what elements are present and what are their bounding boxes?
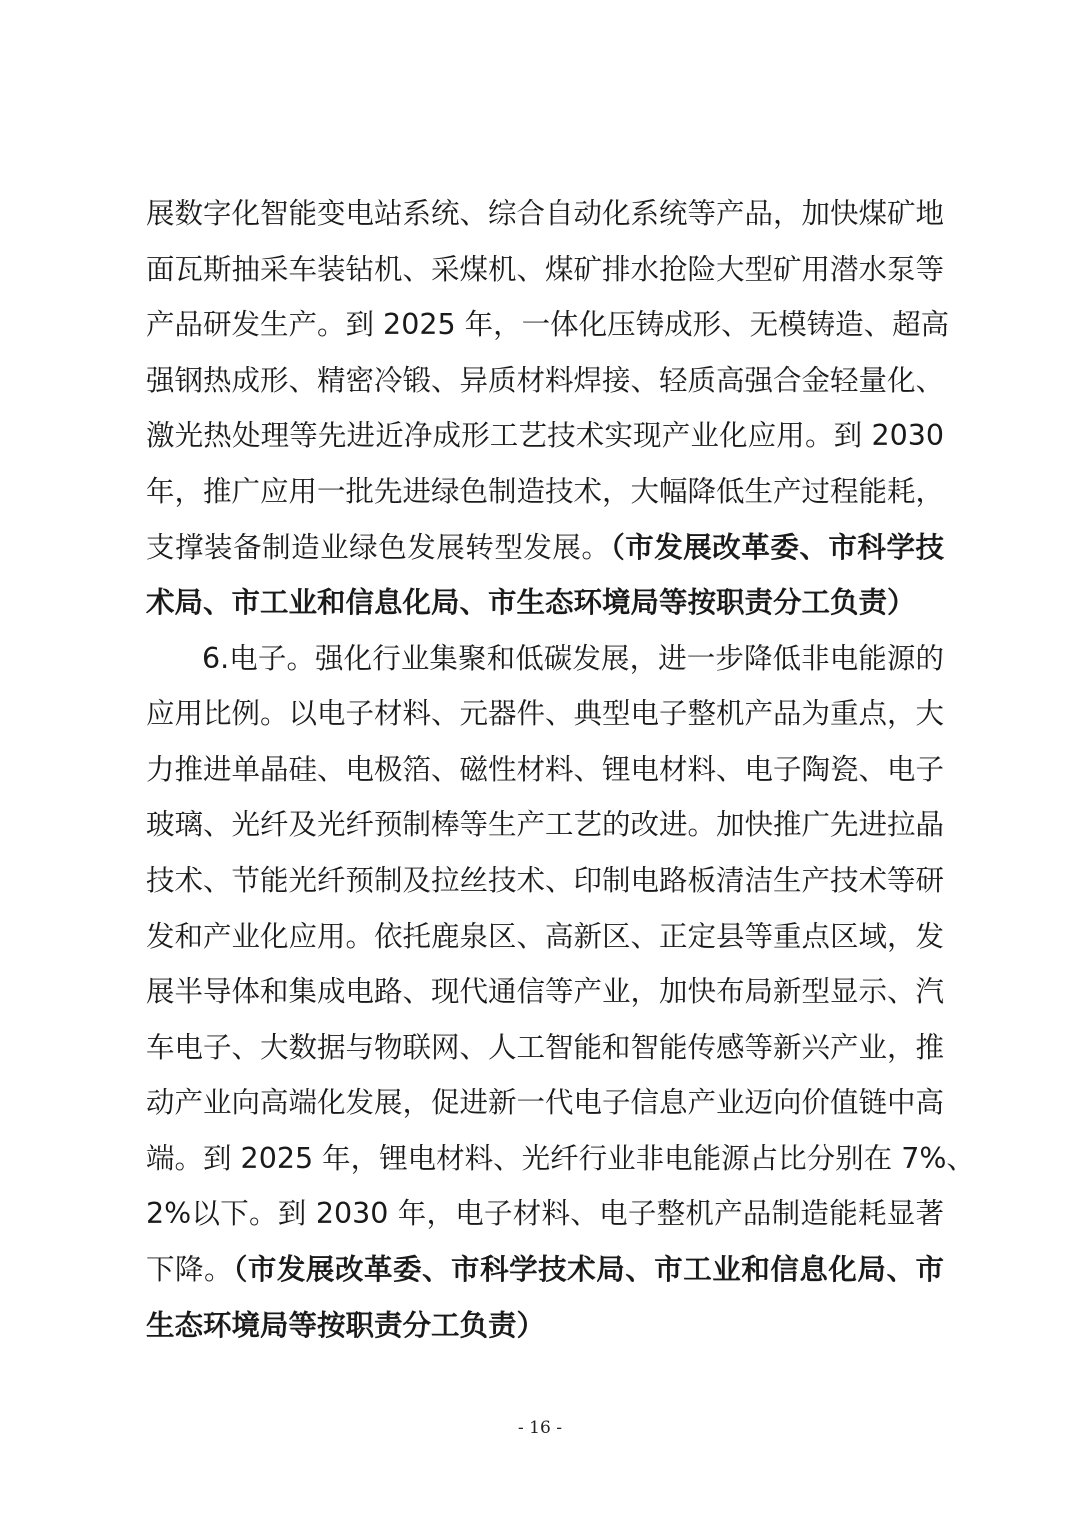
- body-line-1: 展数字化智能变电站系统、综合自动化系统等产品，加快煤矿地: [146, 197, 945, 230]
- body-line-14: 发和产业化应用。依托鹿泉区、高新区、正定县等重点区域，发: [146, 920, 945, 953]
- body-line-7: [146, 526, 944, 570]
- body-line-19: 2%以下。到 2030 年，电子材料、电子整机产品制造能耗显著: [146, 1197, 944, 1230]
- responsibility-note-2-end: 生态环境局等按职责分工负责）: [146, 1309, 546, 1342]
- body-line-3: 产品研发生产。到 2025 年，一体化压铸成形、无模铸造、超高: [146, 308, 950, 341]
- responsibility-note-1-end: 术局、市工业和信息化局、市生态环境局等按职责分工负责）: [146, 586, 916, 619]
- body-line-5: 激光热处理等先进近净成形工艺技术实现产业化应用。到 2030: [146, 419, 944, 452]
- section-6-heading-line: 6.电子。强化行业集聚和低碳发展，进一步降低非电能源的: [202, 642, 944, 675]
- body-line-17: 动产业向高端化发展，促进新一代电子信息产业迈向价值链中高: [146, 1086, 945, 1119]
- body-line-18: 端。到 2025 年，锂电材料、光纤行业非电能源占比分别在 7%、: [146, 1142, 975, 1175]
- body-line-12: 玻璃、光纤及光纤预制棒等生产工艺的改进。加快推广先进拉晶: [146, 808, 945, 841]
- body-line-20: [146, 1248, 944, 1292]
- body-line-20-text: 下降。: [146, 1253, 234, 1286]
- body-line-13: 技术、节能光纤预制及拉丝技术、印制电路板清洁生产技术等研: [146, 864, 945, 897]
- body-line-6: 年，推广应用一批先进绿色制造技术，大幅降低生产过程能耗，: [146, 475, 945, 508]
- body-line-15: 展半导体和集成电路、现代通信等产业，加快布局新型显示、汽: [146, 975, 945, 1008]
- responsibility-note-1-start: （市发展改革委、市科学技: [610, 531, 944, 564]
- body-line-16: 车电子、大数据与物联网、人工智能和智能传感等新兴产业，推: [146, 1031, 945, 1064]
- body-line-2: 面瓦斯抽采车装钻机、采煤机、煤矿排水抢险大型矿用潜水泵等: [146, 253, 945, 286]
- body-line-10: 应用比例。以电子材料、元器件、典型电子整机产品为重点，大: [146, 697, 945, 730]
- body-line-4: 强钢热成形、精密冷锻、异质材料焊接、轻质高强合金轻量化、: [146, 364, 945, 397]
- page-number: - 16 -: [518, 1418, 562, 1438]
- body-line-7-text: 支撑装备制造业绿色发展转型发展。: [146, 531, 611, 564]
- responsibility-note-2-start: （市发展改革委、市科学技术局、市工业和信息化局、市: [233, 1253, 944, 1286]
- body-line-11: 力推进单晶硅、电极箔、磁性材料、锂电材料、电子陶瓷、电子: [146, 753, 945, 786]
